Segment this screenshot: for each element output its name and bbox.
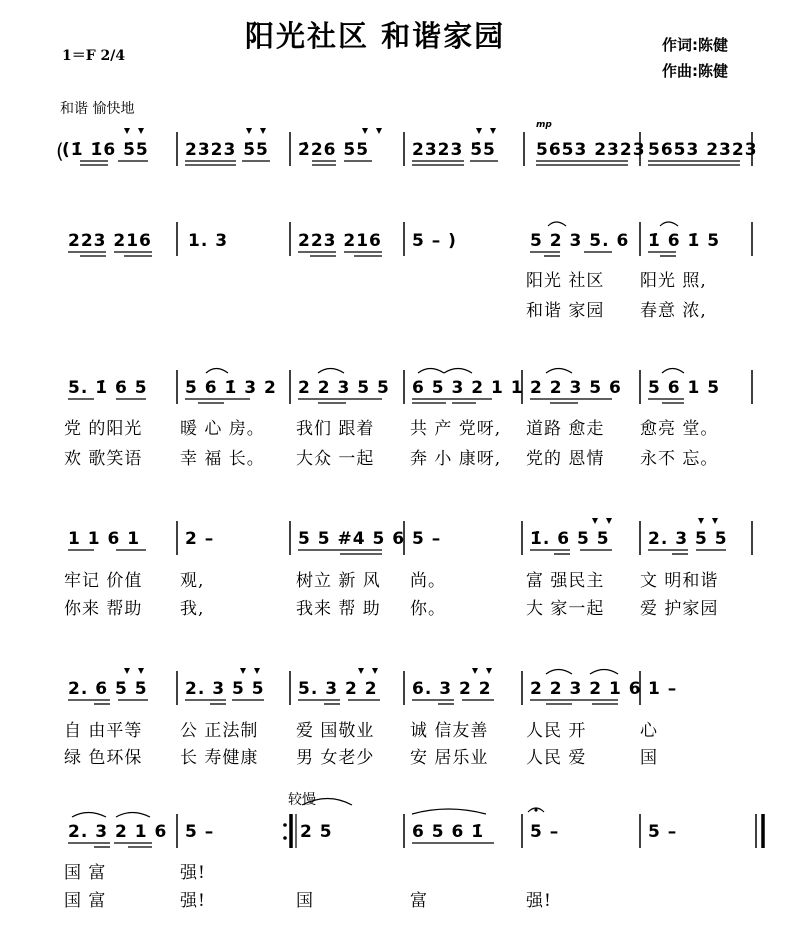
accent-marks — [124, 128, 721, 674]
lyric-line-2: 欢 歌笑语 — [64, 449, 143, 469]
measure: 6 5 3 2 1 1 — [412, 378, 524, 398]
lyric-line-1: 阳光 社区 — [526, 271, 605, 291]
lyric-line-2: 你来 帮助 — [64, 599, 143, 619]
lyric-line-2: 幸 福 长。 — [180, 449, 265, 469]
measure: 5 2 3 5. 6 — [530, 231, 630, 251]
lyric-line-2: 大众 一起 — [296, 449, 375, 469]
beams — [68, 161, 740, 847]
lyric-line-1: 心 — [640, 721, 658, 741]
measure: 6 5 6 1̇ — [412, 822, 485, 842]
lyric-line-2: 党的 恩情 — [526, 449, 605, 469]
lyric-line-1: 观, — [180, 571, 205, 591]
measure: 5653 2323 — [536, 140, 646, 160]
measure: 5. 3 2 2 — [298, 679, 378, 699]
lyric-line-2: 强! — [526, 891, 552, 911]
measure: 2. 3 2 1 6 — [68, 822, 168, 842]
lyric-line-1: 自 由平等 — [64, 721, 143, 741]
lyric-line-2: 和谐 家园 — [526, 301, 605, 321]
repeat-sign — [283, 814, 296, 848]
measure: (1̇ 1̇6 5̇5 — [62, 140, 149, 160]
measure: 2̇26 5̇5 — [298, 140, 370, 160]
lyric-line-1: 公 正法制 — [180, 721, 259, 741]
dynamic-marking: mp — [536, 120, 552, 130]
lyric-line-2: 你。 — [410, 599, 446, 619]
measure: 2 2 3 2 1 6 — [530, 679, 642, 699]
slurs — [72, 222, 684, 817]
lyric-line-2: 我来 帮 助 — [296, 599, 381, 619]
measure: 2 5 — [300, 822, 333, 842]
bar-lines — [177, 132, 756, 848]
key-signature: 1＝F 2/4 — [62, 48, 126, 64]
lyric-line-2: 富 — [410, 891, 428, 911]
measure: 5653 2323 — [648, 140, 758, 160]
composer-credit: 作曲:陈健 — [662, 62, 728, 80]
lyric-line-1: 强! — [180, 863, 206, 883]
lyric-line-1: 爱 国敬业 — [296, 721, 375, 741]
measure: 2 – — [185, 529, 215, 549]
measure: 2. 6 5 5 — [68, 679, 148, 699]
measure: 5 – — [530, 822, 560, 842]
opening-paren: ( — [56, 139, 64, 163]
lyric-line-2: 绿 色环保 — [64, 748, 143, 768]
lyric-line-2: 大 家一起 — [526, 599, 605, 619]
fermata-dot — [534, 808, 537, 811]
lyric-line-1: 人民 开 — [526, 721, 587, 741]
measure: 5 – — [185, 822, 215, 842]
lyric-line-2: 春意 浓, — [640, 301, 707, 321]
lyric-line-2: 人民 爱 — [526, 748, 587, 768]
lyric-line-1: 暖 心 房。 — [180, 419, 265, 439]
measure: 223 216 — [68, 231, 152, 251]
measure: 1 – — [648, 679, 678, 699]
lyric-line-1: 阳光 照, — [640, 271, 707, 291]
lyric-line-2: 国 — [640, 748, 658, 768]
measure: 1̇. 6 5 5 — [530, 529, 610, 549]
measure: 5 – — [648, 822, 678, 842]
measure: 2. 3 5 5 — [648, 529, 728, 549]
lyric-line-1: 共 产 党呀, — [410, 419, 502, 439]
lyric-line-2: 我, — [180, 599, 205, 619]
lyric-line-1: 愈亮 堂。 — [640, 419, 719, 439]
measure: 5. 1̇ 6 5 — [68, 378, 148, 398]
lyric-line-1: 国 富 — [64, 863, 107, 883]
lyric-line-2: 永不 忘。 — [640, 449, 719, 469]
song-title: 阳光社区 和谐家园 — [245, 19, 506, 53]
measure: 2323 5̇5 — [185, 140, 269, 160]
measure: 2 2 3 5 6 — [530, 378, 622, 398]
lyric-line-1: 诚 信友善 — [410, 721, 489, 741]
measure: 2 2 3 5 5 — [298, 378, 390, 398]
lyric-line-1: 树立 新 风 — [296, 571, 381, 591]
lyric-line-1: 道路 愈走 — [526, 419, 605, 439]
measure: 5 5 #4 5 6 — [298, 529, 406, 549]
lyric-line-2: 长 寿健康 — [180, 748, 259, 768]
lyricist-credit: 作词:陈健 — [662, 36, 728, 54]
lyric-line-1: 文 明和谐 — [640, 571, 719, 591]
measure: 6. 3 2 2 — [412, 679, 492, 699]
lyric-line-2: 安 居乐业 — [410, 748, 489, 768]
slower-marking: 较慢 — [288, 792, 316, 808]
lyric-line-1: 尚。 — [410, 571, 446, 591]
lyric-line-1: 富 强民主 — [526, 571, 605, 591]
lyric-line-1: 党 的阳光 — [64, 419, 143, 439]
tempo-marking: 和谐 愉快地 — [60, 101, 135, 117]
measure: 5 6 1 5 — [648, 378, 721, 398]
lyric-line-2: 男 女老少 — [296, 748, 375, 768]
measure: 1̇ 6 1̇ 5 — [648, 231, 721, 251]
measure: 5 – — [412, 529, 442, 549]
measure: 5 6 1̇ 3 2 — [185, 378, 277, 398]
lyric-line-2: 国 — [296, 891, 314, 911]
lyric-line-2: 爱 护家园 — [640, 599, 719, 619]
lyric-line-1: 我们 跟着 — [296, 419, 375, 439]
lyric-line-2: 奔 小 康呀, — [410, 449, 502, 469]
measure: 1. 3 — [188, 231, 229, 251]
lyric-line-2: 强! — [180, 891, 206, 911]
measure: 5 – ) — [412, 231, 457, 251]
measure: 1 1 6 1 — [68, 529, 141, 549]
measure: 2323 5̇5 — [412, 140, 496, 160]
lyric-line-1: 牢记 价值 — [64, 571, 143, 591]
lyric-line-2: 国 富 — [64, 891, 107, 911]
measure: 223 216 — [298, 231, 382, 251]
measure: 2. 3 5 5 — [185, 679, 265, 699]
